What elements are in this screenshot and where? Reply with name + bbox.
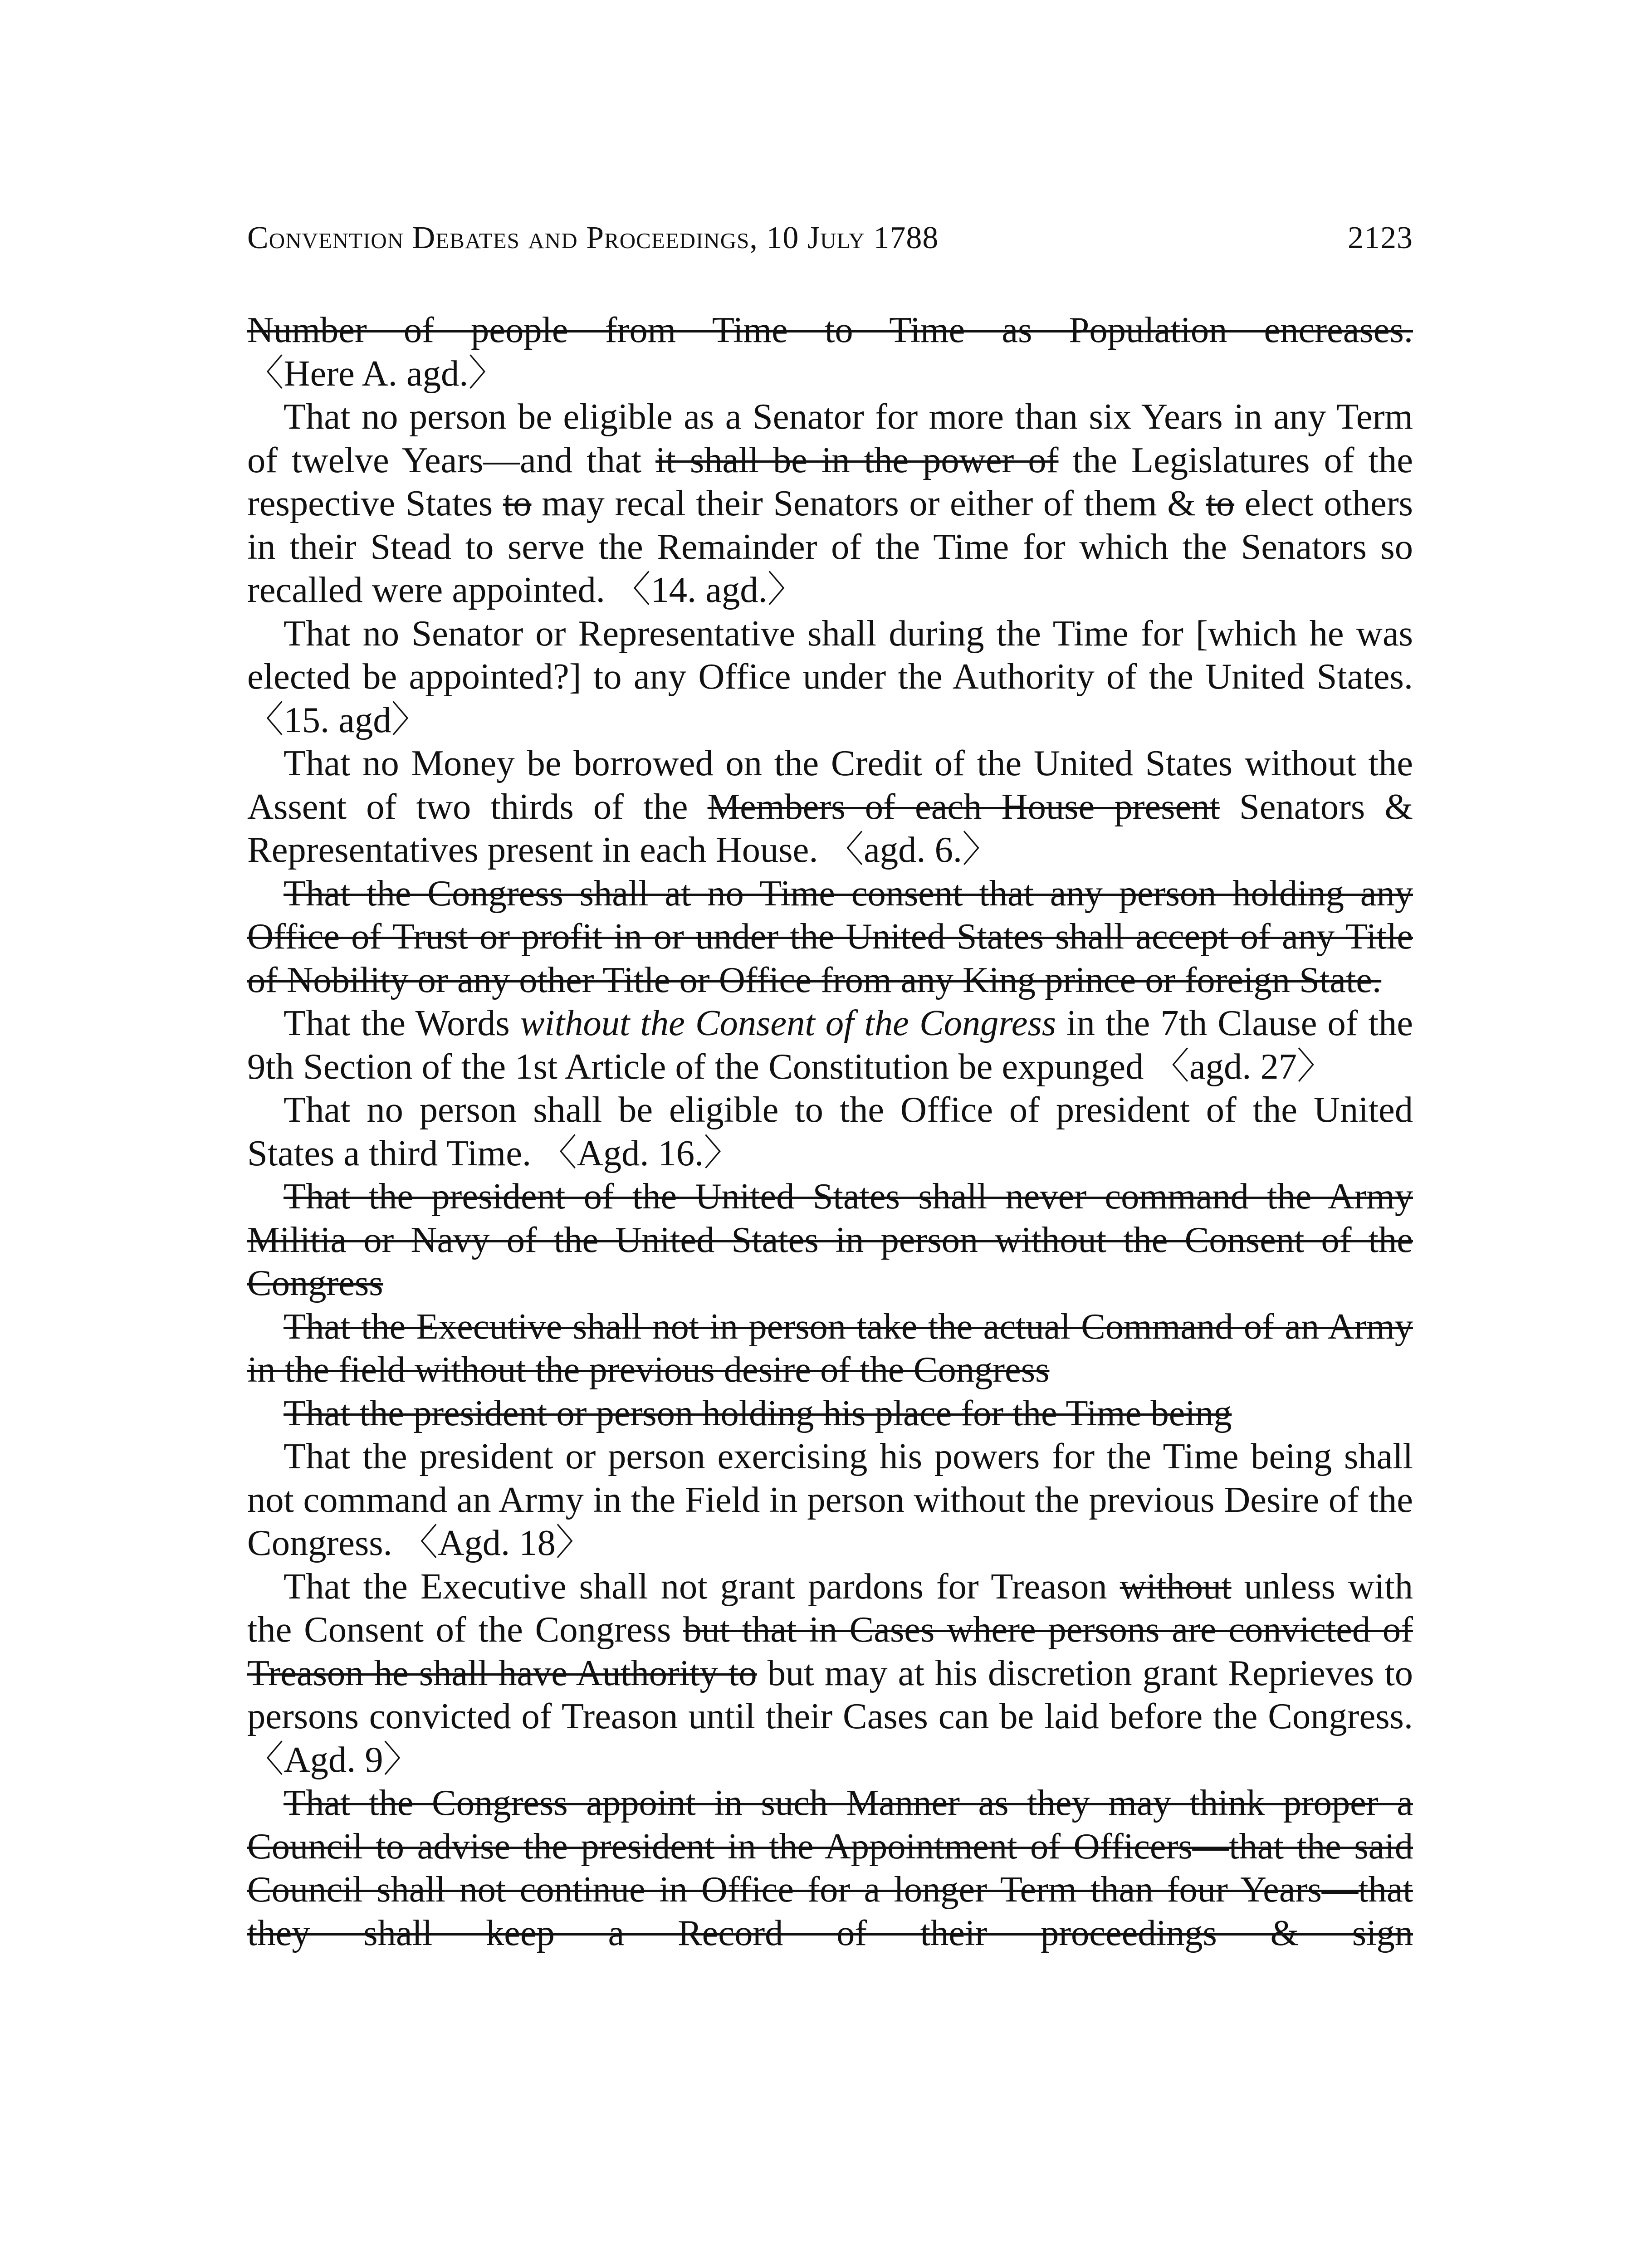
paragraph-text: in the 7th Clause of the 9th Section of the 1st Article of the Constitution be expunged 〈agd. 27〉: [247, 1003, 1413, 1087]
struck-text: but that in Cases where persons are convicted of Treason he shall have Authority to: [247, 1609, 1413, 1693]
body-text: [247, 308, 1413, 1955]
paragraph-11: [247, 1435, 1413, 1565]
paragraph-12: [247, 1565, 1413, 1782]
paragraph-8: [247, 1175, 1413, 1305]
paragraph-text: That the Executive shall not grant pardons for Treason: [284, 1566, 1120, 1607]
struck-text: That the Congress shall at no Time consent that any person holding any Office of Trust or profit in or under the United States shall accept of any Title of Nobility or any other Title or Office from any King prince or foreign State.: [247, 873, 1413, 1000]
paragraph-text: elect others in their Stead to serve the Remainder of the Time for which the Senators so recalled were appointed. 〈14. agd.〉: [247, 483, 1413, 610]
struck-text: That the Congress appoint in such Manner as they may think proper a Council to advise the president in the Appointment of Officers—that the said Council shall not continue in Office for a longer Term than four Years—that they shall keep a Record of their proceedings & sign: [247, 1783, 1413, 1953]
paragraph-text: That no person be eligible as a Senator for more than six Years in any Term of twelve Years—and that: [247, 396, 1413, 480]
paragraph-text: may recal their Senators or either of them &: [531, 483, 1206, 523]
paragraph-6: [247, 1002, 1413, 1088]
struck-text: to: [503, 483, 532, 523]
paragraph-7: [247, 1088, 1413, 1175]
document-page: [247, 218, 1413, 1955]
struck-text: That the president of the United States shall never command the Army Militia or Navy of the United States in person without the Consent of the Congress: [247, 1176, 1413, 1303]
paragraph-9: [247, 1305, 1413, 1392]
struck-text: That the Executive shall not in person take the actual Command of an Army in the field without the previous desire of the Congress: [247, 1306, 1413, 1390]
italic-text: without the Consent of the Congress: [520, 1003, 1056, 1043]
struck-text: Number of people from Time to Time as Population encreases.: [247, 310, 1413, 350]
paragraph-text: That the president or person exercising his powers for the Time being shall not command an Army in the Field in person without the previous Desire of the Congress. 〈Agd. 18〉: [247, 1436, 1413, 1563]
running-head: [247, 218, 1413, 268]
paragraph-3: [247, 612, 1413, 742]
struck-text: That the president or person holding his place for the Time being: [284, 1393, 1232, 1433]
paragraph-text: That no person shall be eligible to the Office of president of the United States a third Time. 〈Agd. 16.〉: [247, 1090, 1413, 1173]
paragraph-13: [247, 1781, 1413, 1955]
paragraph-text: 〈Here A. agd.〉: [247, 353, 505, 394]
paragraph-text: the Legislatures of the respective States: [247, 440, 1413, 523]
paragraph-text: That no Senator or Representative shall during the Time for [which he was elected be appointed?] to any Office under the Authority of the United States. 〈15. agd〉: [247, 613, 1413, 740]
paragraph-10: [247, 1392, 1413, 1435]
paragraph-text: Senators & Representatives present in each House. 〈agd. 6.〉: [247, 786, 1413, 870]
paragraph-4: [247, 742, 1413, 872]
struck-text: it shall be in the power of: [655, 440, 1059, 480]
page-number: 2123: [1348, 220, 1413, 255]
paragraph-text: unless with the Consent of the Congress: [247, 1566, 1413, 1650]
struck-text: without: [1120, 1566, 1232, 1607]
paragraph-1: [247, 308, 1413, 395]
paragraph-text: That the Words: [284, 1003, 520, 1043]
paragraph-text: but may at his discretion grant Reprieves to persons convicted of Treason until their Cases can be laid before the Congress. 〈Agd. 9〉: [247, 1652, 1413, 1780]
paragraph-2: [247, 395, 1413, 612]
paragraph-text: That no Money be borrowed on the Credit of the United States without the Assent of two thirds of the: [247, 743, 1413, 827]
struck-text: Members of each House present: [707, 786, 1220, 827]
struck-text: to: [1206, 483, 1235, 523]
paragraph-5: [247, 872, 1413, 1002]
running-head-title: Convention Debates and Proceedings, 10 July 1788: [247, 220, 939, 255]
